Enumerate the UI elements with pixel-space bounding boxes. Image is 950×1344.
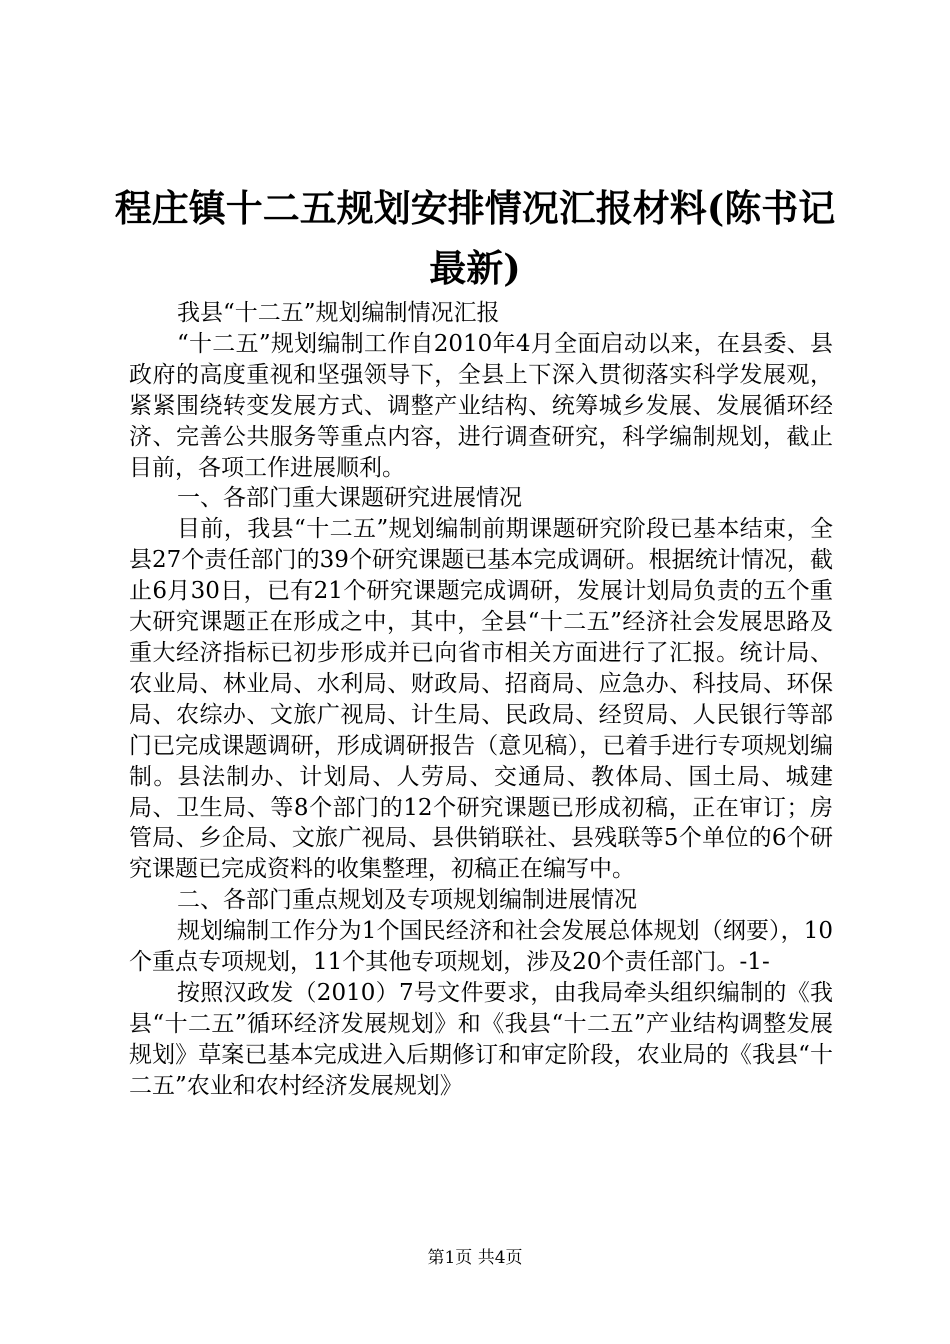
document-title: 程庄镇十二五规划安排情况汇报材料(陈书记最新) xyxy=(114,186,836,290)
paragraph-intro: “十二五”规划编制工作自2010年4月全面启动以来，在县委、县政府的高度重视和坚强领导下，全县上下深入贯彻落实科学发展观，紧紧围绕转变发展方式、调整产业结构、统筹城乡发展、发展循环经济、完善公共服务等重点内容，进行调查研究，科学编制规划，截止目前，各项工作进展顺利。 xyxy=(129,330,833,481)
paragraph-plan-structure: 规划编制工作分为1个国民经济和社会发展总体规划（纲要），10个重点专项规划，11个其他专项规划，涉及20个责任部门。-1- xyxy=(129,918,833,976)
paragraph-research-progress: 目前，我县“十二五”规划编制前期课题研究阶段已基本结束，全县27个责任部门的39个研究课题已基本完成调研。根据统计情况，截止6月30日，已有21个研究课题完成调研，发展计划局负责的五个重大研究课题正在形成之中，其中，全县“十二五”经济社会发展思路及重大经济指标已初步形成并已向省市相关方面进行了汇报。统计局、农业局、林业局、水利局、财政局、招商局、应急办、科技局、环保局、农综办、文旅广视局、计生局、民政局、经贸局、人民银行等部门已完成课题调研，形成调研报告（意见稿），已着手进行专项规划编制。县法制办、计划局、人劳局、交通局、教体局、国土局、城建局、卫生局、等8个部门的12个研究课题已形成初稿，正在审订；房管局、乡企局、文旅广视局、县供销联社、县残联等5个单位的6个研究课题已完成资料的收集整理，初稿正在编写中。 xyxy=(129,516,833,883)
paragraph-plan-progress: 按照汉政发（2010）7号文件要求，由我局牵头组织编制的《我县“十二五”循环经济发展规划》和《我县“十二五”产业结构调整发展规划》草案已基本完成进入后期修订和审定阶段，农业局的《我县“十二五”农业和农村经济发展规划》 xyxy=(129,979,833,1099)
page-footer: 第1页 共4页 xyxy=(427,1248,523,1268)
section-heading-1: 一、各部门重大课题研究进展情况 xyxy=(177,485,522,512)
section-heading-2: 二、各部门重点规划及专项规划编制进展情况 xyxy=(177,887,637,914)
document-body xyxy=(129,298,833,1102)
paragraph-report-heading: 我县“十二五”规划编制情况汇报 xyxy=(177,300,500,326)
